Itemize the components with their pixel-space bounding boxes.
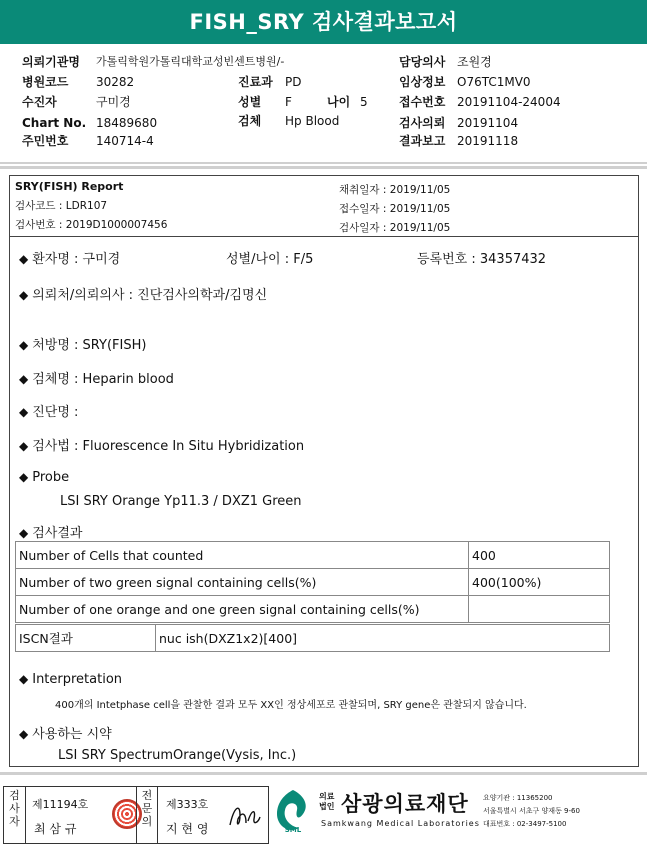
header-value: O76TC1MV0	[457, 75, 531, 89]
header-value: Hp Blood	[285, 114, 340, 128]
divider	[0, 162, 647, 164]
results-line	[19, 522, 82, 541]
header-value: 조원경	[457, 55, 492, 69]
diamond-icon: ◆	[19, 526, 29, 540]
iscn-value: nuc ish(DXZ1x2)[400]	[156, 625, 610, 652]
collected-date: 채취일자 : 2019/11/05	[339, 184, 451, 196]
tester-label: 검사자	[4, 787, 26, 843]
org-type: 의료 법인	[319, 792, 335, 811]
signature-box	[3, 786, 269, 844]
interpretation-label: Interpretation	[32, 672, 123, 687]
registration-number: 등록번호 : 34357432	[417, 252, 547, 267]
header-label: 검사의뢰	[399, 116, 446, 130]
divider	[0, 166, 647, 169]
diamond-icon: ◆	[19, 252, 29, 266]
test-code: 검사코드 : LDR107	[15, 200, 108, 212]
header-value: 20191104-24004	[457, 95, 561, 109]
header-label: 성별	[238, 95, 262, 109]
interpretation-text: 400개의 Intetphase cell을 관찰한 결과 모두 XX인 정상세포로 관찰되며, SRY gene은 관찰되지 않습니다.	[55, 700, 527, 711]
report-meta	[10, 176, 638, 237]
report-body	[9, 175, 639, 767]
header-value: PD	[285, 75, 302, 89]
results-label: 검사결과	[32, 526, 83, 541]
header-value: 18489680	[96, 116, 158, 130]
specimen: 검체명 : Heparin blood	[32, 372, 174, 387]
header-value: 5	[360, 95, 368, 109]
diamond-icon: ◆	[19, 288, 29, 302]
diagnosis: 진단명 :	[32, 405, 79, 420]
header-value: 구미경	[96, 95, 131, 109]
specialist-license: 제333호	[166, 798, 209, 811]
header-label: 나이	[327, 95, 351, 109]
header-value: 30282	[96, 75, 135, 89]
interpretation-line	[19, 672, 122, 687]
reagent-value: LSI SRY SpectrumOrange(Vysis, Inc.)	[58, 748, 297, 763]
report-name: SRY(FISH) Report	[15, 180, 124, 193]
header-label: 담당의사	[399, 55, 446, 69]
header-label: 임상정보	[399, 75, 446, 89]
probe-label: Probe	[32, 470, 70, 485]
org-phone: 대표번호 : 02-3497-5100	[483, 820, 567, 828]
specimen-line	[19, 368, 174, 387]
prescription-line	[19, 334, 146, 353]
diamond-icon: ◆	[19, 338, 29, 352]
referrer-line	[19, 284, 267, 303]
report-title: FISH_SRY 검사결과보고서	[0, 0, 647, 44]
header-label: 접수번호	[399, 95, 446, 109]
tester-name: 최 삼 규	[34, 822, 77, 836]
tested-date: 검사일자 : 2019/11/05	[339, 222, 451, 234]
table-row	[16, 542, 610, 569]
svg-text:SML: SML	[284, 826, 302, 834]
method: 검사법 : Fluorescence In Situ Hybridization	[32, 439, 305, 454]
org-address: 서울특별시 서초구 양재동 9-60	[483, 807, 580, 815]
table-row	[16, 569, 610, 596]
table-row	[16, 596, 610, 623]
result-label: Number of one orange and one green signal containing cells(%)	[16, 596, 469, 623]
org-name: 삼광의료재단	[341, 792, 469, 816]
reagent-label: 사용하는 시약	[32, 727, 112, 742]
result-value	[469, 596, 610, 623]
result-value: 400(100%)	[469, 569, 610, 596]
result-value: 400	[469, 542, 610, 569]
diamond-icon: ◆	[19, 405, 29, 419]
diamond-icon: ◆	[19, 727, 29, 741]
result-label: Number of two green signal containing cells(%)	[16, 569, 469, 596]
results-table	[15, 541, 610, 623]
divider	[0, 772, 647, 775]
referrer: 의뢰처/의뢰의사 : 진단검사의학과/김명신	[32, 288, 268, 303]
iscn-label: ISCN결과	[16, 625, 156, 652]
header-info	[0, 54, 647, 154]
probe-line	[19, 470, 69, 485]
diamond-icon: ◆	[19, 372, 29, 386]
header-label: 진료과	[238, 75, 273, 89]
org-english-name: Samkwang Medical Laboratories	[321, 819, 480, 828]
signature-icon	[226, 797, 264, 833]
reagent-line	[19, 723, 112, 742]
header-value: 20191118	[457, 134, 519, 148]
diamond-icon: ◆	[19, 470, 29, 484]
patient-line	[19, 248, 120, 267]
header-value: 20191104	[457, 116, 519, 130]
header-value: F	[285, 95, 292, 109]
prescription: 처방명 : SRY(FISH)	[32, 338, 147, 353]
header-value: 가톨릭학원가톨릭대학교성빈센트병원/-	[96, 55, 285, 68]
probe-value: LSI SRY Orange Yp11.3 / DXZ1 Green	[60, 494, 302, 509]
header-label: 의뢰기관명	[22, 55, 80, 69]
patient-name: 환자명 : 구미경	[32, 252, 121, 267]
diagnosis-line	[19, 401, 78, 420]
sml-logo-icon	[275, 788, 311, 836]
header-label: Chart No.	[22, 116, 87, 130]
organization-block	[275, 786, 645, 844]
header-value: 140714-4	[96, 134, 154, 148]
org-info	[483, 792, 580, 831]
header-label: 결과보고	[399, 134, 446, 148]
diamond-icon: ◆	[19, 672, 29, 686]
received-date: 접수일자 : 2019/11/05	[339, 203, 451, 215]
iscn-table	[15, 624, 610, 652]
table-row	[16, 625, 610, 652]
diamond-icon: ◆	[19, 439, 29, 453]
specialist-name: 지 현 영	[166, 822, 209, 836]
specialist-label: 전문의	[136, 787, 158, 843]
sex-age: 성별/나이 : F/5	[226, 252, 314, 267]
org-institution-code: 요양기관 : 11365200	[483, 794, 553, 802]
header-label: 주민번호	[22, 134, 69, 148]
header-label: 검체	[238, 114, 262, 128]
header-label: 병원코드	[22, 75, 69, 89]
method-line	[19, 435, 304, 454]
header-label: 수진자	[22, 95, 57, 109]
result-label: Number of Cells that counted	[16, 542, 469, 569]
tester-license: 제11194호	[32, 798, 89, 811]
test-number: 검사번호 : 2019D1000007456	[15, 219, 168, 231]
